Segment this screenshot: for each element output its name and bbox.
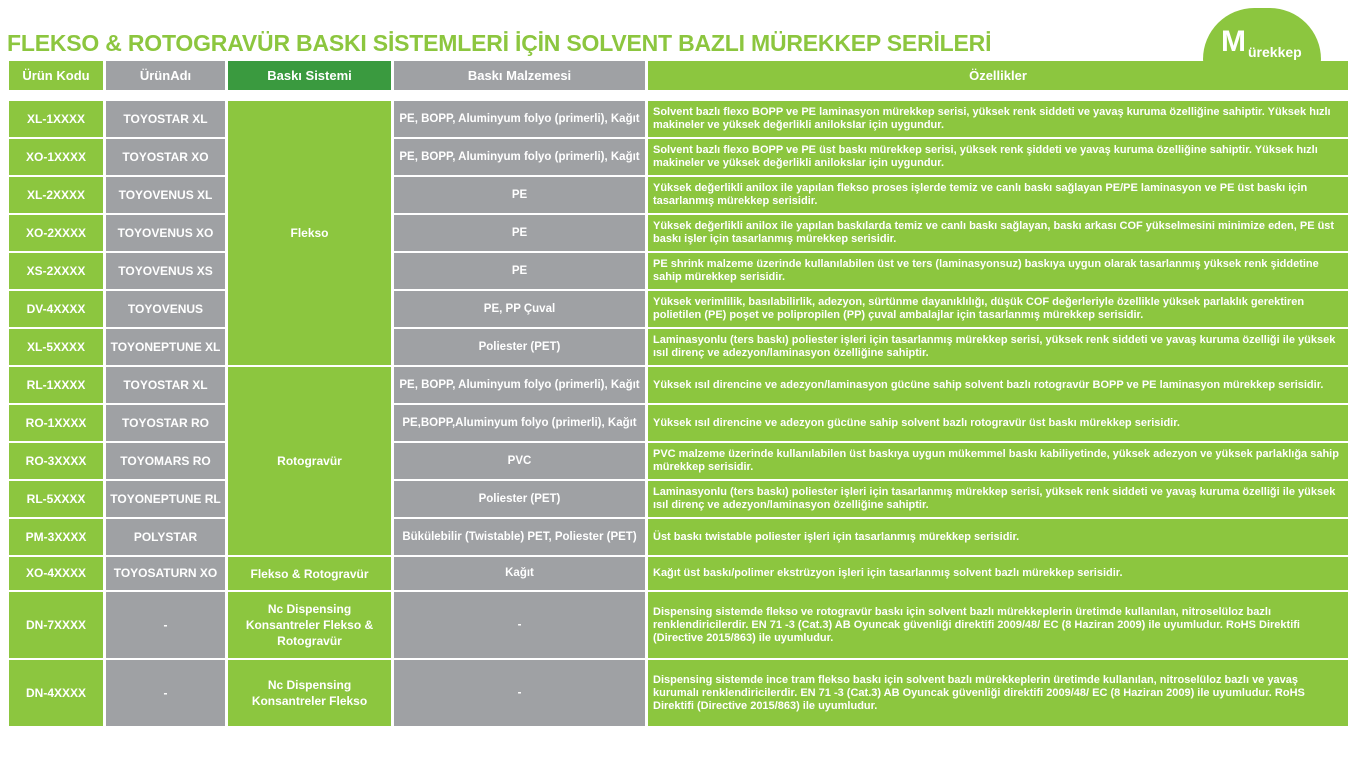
table-row <box>9 177 1348 213</box>
table-row <box>9 329 1348 365</box>
table-row <box>9 291 1348 327</box>
product-features: Dispensing sistemde ince tram flekso baskı için solvent bazlı mürekkeplerin üretimde kullanılan, nitroselüloz bazlı ve yavaş kurumalı renklendiricilerdir. EN 71 -3 (Cat.3) AB Oyuncak güvenliği direktifi 2009/48/ EC (8 Haziran 2009) ile uyumludur. RoHS Direktifi (Directive 2015/863) ile uyumludur. <box>648 660 1348 726</box>
product-code: RL-5XXXX <box>9 481 103 517</box>
product-code: XS-2XXXX <box>9 253 103 289</box>
product-name: TOYOSTAR XL <box>106 367 225 403</box>
print-material: Kağıt <box>394 557 645 590</box>
print-system: Flekso & Rotogravür <box>228 557 391 590</box>
product-code: XL-2XXXX <box>9 177 103 213</box>
product-code: XL-1XXXX <box>9 101 103 137</box>
product-features: Yüksek değerlikli anilox ile yapılan baskılarda temiz ve canlı baskı sağlayan, baskı arkası COF yükselmesini minimize eden, PE üst baskı işler için tasarlanmış mürekkep serisidir. <box>648 215 1348 251</box>
product-features: Yüksek ısıl direncine ve adezyon gücüne sahip solvent bazlı rotogravür üst baskı mürekkep serisidir. <box>648 405 1348 441</box>
product-features: Dispensing sistemde flekso ve rotogravür baskı için solvent bazlı mürekkeplerin üretimde kullanılan, nitroselüloz bazlı renklendiricilerdir. EN 71 -3 (Cat.3) AB Oyuncak güvenliği direktifi 2009/48/ EC (8 Haziran 2009) ile uyumludur. RoHS Direktifi (Directive 2015/863) ile uyumludur. <box>648 592 1348 658</box>
product-name: TOYOVENUS XO <box>106 215 225 251</box>
print-material: PE,BOPP,Aluminyum folyo (primerli), Kağıt <box>394 405 645 441</box>
ink-series-table <box>6 59 1351 728</box>
header-spacer <box>9 92 1348 99</box>
table-row <box>9 660 1348 726</box>
header-product-code: Ürün Kodu <box>9 61 103 90</box>
table-row <box>9 481 1348 517</box>
product-code: DN-7XXXX <box>9 592 103 658</box>
table-row <box>9 215 1348 251</box>
product-features: Solvent bazlı flexo BOPP ve PE üst baskı mürekkep serisi, yüksek renk şiddeti ve yavaş kuruma özelliğine sahiptir. Yüksek hızlı makineler ve yüksek değerlikli aniloksIar için uygundur. <box>648 139 1348 175</box>
product-name: TOYOMARS RO <box>106 443 225 479</box>
product-features: Solvent bazlı flexo BOPP ve PE laminasyon mürekkep serisi, yüksek renk siddeti ve yavaş kuruma özelliğine sahiptir. Yüksek hızlı makineler ve yüksek değerlikli aniloksIar için uygundur. <box>648 101 1348 137</box>
logo-letter: M <box>1221 25 1246 58</box>
print-system: Nc Dispensing Konsantreler Flekso <box>228 660 391 726</box>
product-features: Laminasyonlu (ters baskı) poliester işleri için tasarlanmış mürekkep serisi, yüksek renk siddeti ve yavaş kuruma özelliği ile yüksek ısıl direnç ve adezyon/laminasyon özelliğine sahiptir. <box>648 329 1348 365</box>
product-features: Yüksek verimlilik, basılabilirlik, adezyon, sürtünme dayanıklılığı, düşük COF değerleriyle özellikle yüksek parlaklık gerektiren polietilen (PE) poşet ve polipropilen (PP) çuval ambalajlar için tasarlanmış mürekkep serisidir. <box>648 291 1348 327</box>
product-code: DN-4XXXX <box>9 660 103 726</box>
product-name: POLYSTAR <box>106 519 225 555</box>
product-features: PE shrink malzeme üzerinde kullanılabilen üst ve ters (laminasyonsuz) baskıya uygun olarak tasarlanmış yüksek renk şiddetine sahip mürekkep serisidir. <box>648 253 1348 289</box>
header-print-system: Baskı Sistemi <box>228 61 391 90</box>
product-features: Yüksek değerlikli anilox ile yapılan flekso proses işlerde temiz ve canlı baskı sağlayan PE/PE laminasyon ve PE üst baskı için tasarlanmış mürekkep serisidir. <box>648 177 1348 213</box>
print-material: PE <box>394 215 645 251</box>
header-product-name: ÜrünAdı <box>106 61 225 90</box>
print-system-flekso: Flekso <box>228 101 391 365</box>
product-features: Üst baskı twistable poliester işleri için tasarlanmış mürekkep serisidir. <box>648 519 1348 555</box>
print-material: PE, PP Çuval <box>394 291 645 327</box>
print-material: Poliester (PET) <box>394 481 645 517</box>
product-code: XL-5XXXX <box>9 329 103 365</box>
product-name: - <box>106 592 225 658</box>
table-row <box>9 443 1348 479</box>
table-row <box>9 101 1348 137</box>
product-name: - <box>106 660 225 726</box>
product-name: TOYOSTAR XL <box>106 101 225 137</box>
product-code: RL-1XXXX <box>9 367 103 403</box>
logo-text: ürekkep <box>1248 44 1302 60</box>
print-material: PE, BOPP, Aluminyum folyo (primerli), Kağıt <box>394 367 645 403</box>
product-name: TOYOVENUS XL <box>106 177 225 213</box>
product-code: RO-1XXXX <box>9 405 103 441</box>
product-name: TOYOSTAR XO <box>106 139 225 175</box>
table-row <box>9 405 1348 441</box>
print-material: PVC <box>394 443 645 479</box>
table-row <box>9 592 1348 658</box>
table-row <box>9 557 1348 590</box>
table-header-row <box>9 61 1348 90</box>
product-code: DV-4XXXX <box>9 291 103 327</box>
product-features: Laminasyonlu (ters baskı) poliester işleri için tasarlanmış mürekkep serisi, yüksek renk siddeti ve yavaş kuruma özelliği ile yüksek ısıl direnç ve adezyon/laminasyon özelliğine sahiptir. <box>648 481 1348 517</box>
table-row <box>9 519 1348 555</box>
print-material: Poliester (PET) <box>394 329 645 365</box>
product-name: TOYONEPTUNE XL <box>106 329 225 365</box>
product-name: TOYOVENUS XS <box>106 253 225 289</box>
table-row <box>9 367 1348 403</box>
product-name: TOYOSATURN XO <box>106 557 225 590</box>
print-material: Bükülebilir (Twistable) PET, Poliester (PET) <box>394 519 645 555</box>
product-name: TOYONEPTUNE RL <box>106 481 225 517</box>
print-system-rotogravur: Rotogravür <box>228 367 391 555</box>
table-row <box>9 139 1348 175</box>
page-title: FLEKSO & ROTOGRAVÜR BASKI SİSTEMLERİ İÇİN SOLVENT BAZLI MÜREKKEP SERİLERİ <box>7 30 992 56</box>
header-print-material: Baskı Malzemesi <box>394 61 645 90</box>
product-code: XO-1XXXX <box>9 139 103 175</box>
print-material: - <box>394 660 645 726</box>
table-row <box>9 253 1348 289</box>
print-material: PE <box>394 177 645 213</box>
product-features: Kağıt üst baskı/polimer ekstrüzyon işleri için tasarlanmış solvent bazlı mürekkep serisidir. <box>648 557 1348 590</box>
print-material: PE, BOPP, Aluminyum folyo (primerli), Kağıt <box>394 139 645 175</box>
product-name: TOYOSTAR RO <box>106 405 225 441</box>
product-features: PVC malzeme üzerinde kullanılabilen üst baskıya uygun mükemmel baskı kabiliyetinde, yüksek adezyon ve yüksek parlaklığa sahip mürekkep serisidir. <box>648 443 1348 479</box>
print-system: Nc Dispensing Konsantreler Flekso & Rotogravür <box>228 592 391 658</box>
product-name: TOYOVENUS <box>106 291 225 327</box>
print-material: - <box>394 592 645 658</box>
print-material: PE <box>394 253 645 289</box>
product-code: XO-2XXXX <box>9 215 103 251</box>
product-code: PM-3XXXX <box>9 519 103 555</box>
product-features: Yüksek ısıl direncine ve adezyon/laminasyon gücüne sahip solvent bazlı rotogravür BOPP ve PE laminasyon mürekkep serisidir. <box>648 367 1348 403</box>
print-material: PE, BOPP, Aluminyum folyo (primerli), Kağıt <box>394 101 645 137</box>
product-code: XO-4XXXX <box>9 557 103 590</box>
header-features: Özellikler <box>648 61 1348 90</box>
product-code: RO-3XXXX <box>9 443 103 479</box>
